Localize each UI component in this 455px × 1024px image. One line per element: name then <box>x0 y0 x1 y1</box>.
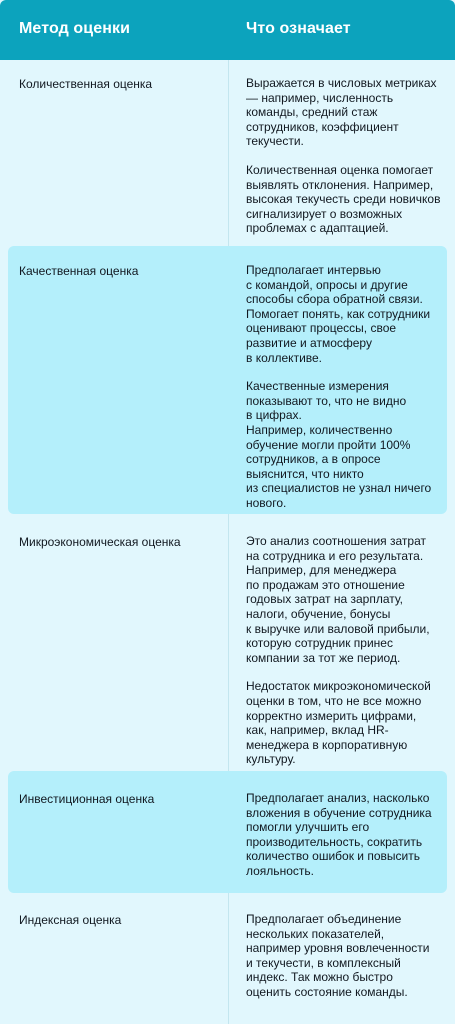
method-name: Индексная оценка <box>19 913 122 927</box>
method-name: Количественная оценка <box>19 77 153 91</box>
description-paragraph: Количественная оценка помогает выявлять отклонения. Например, высокая текучесть среди новичков сигнализирует о возможных проблемах с адаптацией. <box>246 162 441 236</box>
method-description <box>246 912 441 1000</box>
description-paragraph: Недостаток микроэкономической оценки в том, что не все можно корректно измерить цифрами, как, например, вклад HR- менеджера в корпоративную культуру. <box>246 679 431 767</box>
method-description <box>246 534 441 767</box>
method-description <box>246 791 441 879</box>
description-paragraph: Качественные измерения показывают то, что не видно в цифрах. Например, количественно обучение могли пройти 100% сотрудников, а в опросе выяснится, что никто из специалистов не узнал ничего нового. <box>246 379 432 510</box>
method-description <box>246 76 441 236</box>
table-header <box>0 0 455 60</box>
table-row <box>0 516 455 770</box>
description-paragraph: Это анализ соотношения затрат на сотрудника и его результата. Например, для менеджера по продажам это отношение годовых затрат на зарплату, налоги, обучение, бонусы к выручке или валовой прибыли, которую сотрудник принес компании за тот же период. <box>246 534 430 665</box>
table-row <box>0 895 455 1024</box>
table-row <box>8 771 447 893</box>
table-row <box>0 60 455 246</box>
description-paragraph: Выражается в числовых метриках — например, численность команды, средний стаж сотрудников, коэффициент текучести. <box>246 76 437 149</box>
description-paragraph: Предполагает объединение нескольких показателей, например уровня вовлеченности и текучести, в комплексный индекс. Так можно быстро оценить состояние команды. <box>246 912 430 999</box>
method-name: Микроэкономическая оценка <box>19 535 181 549</box>
method-name: Инвестиционная оценка <box>19 792 155 806</box>
column-header-meaning: Что означает <box>246 20 351 37</box>
description-paragraph: Предполагает интервью с командой, опросы и другие способы сбора обратной связи. Помогает понять, как сотрудники оценивают процессы, свое развитие и атмосферу в коллективе. <box>246 263 431 365</box>
description-paragraph: Предполагает анализ, насколько вложения в обучение сотрудника помогли улучшить его производительность, сократить количество ошибок и повысить лояльность. <box>246 791 432 878</box>
method-description <box>246 263 441 511</box>
method-name: Качественная оценка <box>19 264 139 278</box>
column-header-method: Метод оценки <box>19 20 131 37</box>
table-row <box>8 246 447 514</box>
